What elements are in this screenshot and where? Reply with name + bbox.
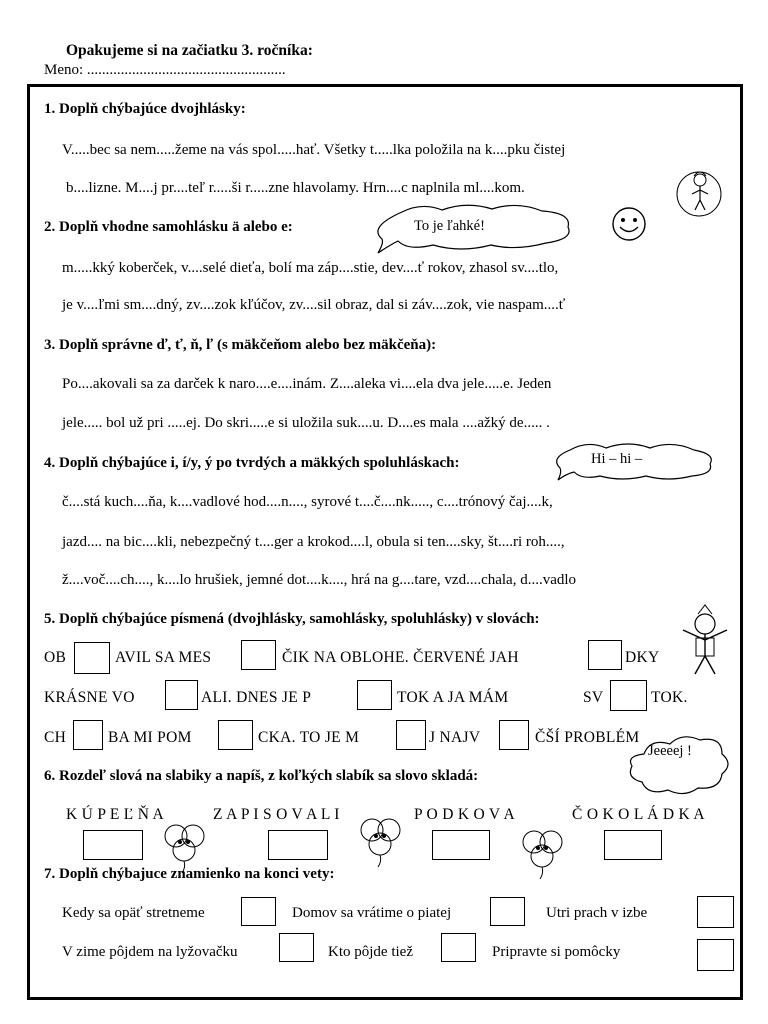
task1-line2: b....lizne. M....j pr....teľ r.....ši r.....zne hlavolamy. Hrn....c naplnila ml....kom.: [66, 180, 525, 196]
task1-heading: 1. Doplň chýbajúce dvojhlásky:: [44, 101, 246, 117]
task5-row3-text1: CH: [44, 729, 67, 746]
task4-heading: 4. Doplň chýbajúce i, í/y, ý po tvrdých a mäkkých spoluhláskach:: [44, 455, 460, 471]
clover-icon: [518, 824, 568, 880]
task4-line3: ž....voč....ch...., k....lo hrušiek, jemné dot....k...., hrá na g....tare, vzd....chala, d....vadlo: [62, 572, 577, 588]
task2-bubble-text: To je ľahké!: [414, 218, 485, 234]
task5-row2-text1: KRÁSNE VO: [44, 689, 135, 706]
task5-row3-text5: ČŠÍ PROBLÉM: [535, 729, 640, 746]
task7-sentence: Utri prach v izbe: [546, 905, 648, 921]
task7-heading: 7. Doplň chýbajuce znamienko na konci vety:: [44, 866, 335, 882]
task5-row3-text3: CKA. TO JE M: [258, 729, 360, 746]
task5-box[interactable]: [241, 640, 276, 670]
task3-line1: Po....akovali sa za darček k naro....e....inám. Z....aleka vi....ela dva jele.....e. Jeden: [62, 376, 552, 392]
task7-sentence: Kto pôjde tiež: [328, 944, 413, 960]
task5-box[interactable]: [396, 720, 426, 750]
task6-answer-box[interactable]: [432, 830, 490, 860]
task5-row3-text2: BA MI POM: [108, 729, 192, 746]
task5-box[interactable]: [357, 680, 392, 710]
task7-box[interactable]: [241, 897, 276, 926]
task6-heading: 6. Rozdeľ slová na slabiky a napíš, z koľkých slabík sa slovo skladá:: [44, 768, 479, 784]
task4-bubble-text: Hi – hi –: [591, 451, 643, 467]
clover-icon: [356, 812, 406, 868]
task5-row1-text2: AVIL SA MES: [115, 649, 212, 666]
task6-word: Z A P I S O V A L I: [213, 806, 340, 823]
task5-row2-text2: ALI. DNES JE P: [201, 689, 312, 706]
task5-box[interactable]: [610, 680, 647, 711]
task7-sentence: Pripravte si pomôcky: [492, 944, 621, 960]
task5-row1-text3: ČIK NA OBLOHE. ČERVENÉ JAH: [282, 649, 519, 666]
task2-line2: je v....ľmi sm....dný, zv....zok kľúčov, zv....sil obraz, dal si záv....zok, vie naspam....ť: [62, 297, 566, 313]
task5-row2-text4: SV: [583, 689, 604, 706]
task7-sentence: Domov sa vrátime o piatej: [292, 905, 452, 921]
task6-word: K Ú P E Ľ Ň A: [66, 806, 165, 823]
task7-box[interactable]: [697, 939, 734, 971]
task5-row2-text5: TOK.: [651, 689, 688, 706]
task6-word: P O D K O V A: [414, 806, 515, 823]
task5-box[interactable]: [165, 680, 198, 710]
task1-line1: V.....bec sa nem.....žeme na vás spol.....hať. Všetky t.....lka položila na k....pku čistej: [62, 142, 566, 158]
task5-row1-text1: OB: [44, 649, 67, 666]
task5-bubble-text: Jeeeej !: [648, 743, 692, 759]
task6-answer-box[interactable]: [604, 830, 662, 860]
task2-line1: m.....kký koberček, v....selé dieťa, bolí ma záp....stie, dev....ť rokov, zhasol sv....tlo,: [62, 260, 559, 276]
task3-line2: jele..... bol už pri .....ej. Do skri.....e si uložila suk....u. D....es mala ....ažký de..... .: [62, 415, 550, 431]
task6-word: Č O K O L Á D K A: [572, 806, 705, 823]
worksheet-title: Opakujeme si na začiatku 3. ročníka:: [66, 42, 313, 59]
task5-box[interactable]: [588, 640, 622, 670]
task5-box[interactable]: [218, 720, 253, 750]
task5-row1-text4: DKY: [625, 649, 660, 666]
task4-line2: jazd.... na bic....kli, nebezpečný t....ger a krokod....l, obula si ten....sky, št....ri roh....,: [62, 534, 565, 550]
task7-sentence: Kedy sa opäť stretneme: [62, 905, 205, 921]
task5-box[interactable]: [499, 720, 529, 750]
task5-heading: 5. Doplň chýbajúce písmená (dvojhlásky, samohlásky, spoluhlásky) v slovách:: [44, 611, 540, 627]
task5-row3-text4: J NAJV: [429, 729, 481, 746]
task4-line1: č....stá kuch....ňa, k....vadlové hod....n...., syrové t....č....nk....., c....trónový čaj....k,: [62, 494, 553, 510]
task2-heading: 2. Doplň vhodne samohlásku ä alebo e:: [44, 219, 293, 235]
task7-box[interactable]: [279, 933, 314, 962]
jumping-girl-icon: [674, 166, 724, 218]
task6-answer-box[interactable]: [268, 830, 328, 860]
clown-icon: [672, 604, 738, 678]
task5-row2-text3: TOK A JA MÁM: [397, 689, 509, 706]
task7-box[interactable]: [441, 933, 476, 962]
task6-answer-box[interactable]: [83, 830, 143, 860]
task7-box[interactable]: [697, 896, 734, 928]
smiley-icon: [611, 206, 647, 242]
task7-box[interactable]: [490, 897, 525, 926]
name-line: Meno: .....................................................: [44, 62, 286, 78]
task7-sentence: V zime pôjdem na lyžovačku: [62, 944, 238, 960]
task5-box[interactable]: [74, 642, 110, 674]
task5-box[interactable]: [73, 720, 103, 750]
task3-heading: 3. Doplň správne ď, ť, ň, ľ (s mäkčeňom alebo bez mäkčeňa):: [44, 337, 437, 353]
